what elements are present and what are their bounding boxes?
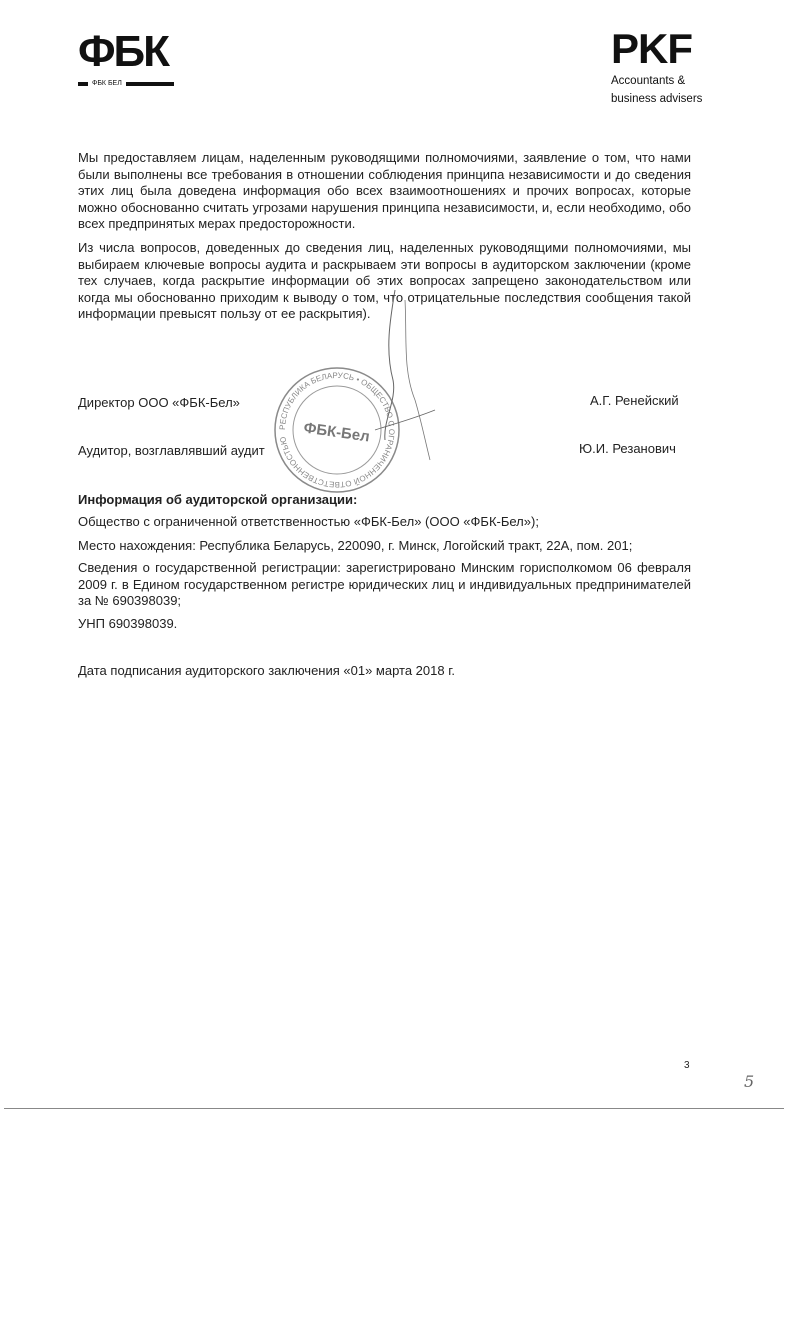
director-title: Директор ООО «ФБК-Бел»: [78, 395, 240, 410]
pkf-logo: [611, 25, 703, 106]
auditor-title: Аудитор, возглавлявший аудит: [78, 443, 265, 458]
org-info-registration: Сведения о государственной регистрации: зарегистрировано Минским горисполкомом 06 февраля 2009 г. в Едином государственном регистре юридических лиц и индивидуальных предпринимателей за № 690398039;: [78, 560, 691, 608]
org-info-heading: Информация об аудиторской организации:: [78, 492, 358, 507]
fbk-logo-subline: [78, 80, 174, 87]
director-name: А.Г. Ренейский: [590, 393, 679, 408]
signing-date: Дата подписания аудиторского заключения «01» марта 2018 г.: [78, 663, 455, 678]
signature-mark: [355, 280, 445, 470]
page-number: 3: [684, 1060, 690, 1071]
logo-bar: [126, 82, 174, 86]
auditor-name: Ю.И. Резанович: [579, 441, 676, 456]
footer-divider: [4, 1108, 784, 1109]
key-matters-paragraph: Из числа вопросов, доведенных до сведения лиц, наделенных руководящими полномочиями, мы выбираем ключевые вопросы аудита и раскрываем эти вопросы в аудиторском заключении (кроме тех случаев, когда раскрытие информации об этих вопросах запрещено законодательством или когда мы обоснованно приходим к выводу о том, что отрицательные последствия сообщения такой информации превысят пользу от ее раскрытия).: [78, 240, 691, 321]
org-info-name: Общество с ограниченной ответственностью «ФБК-Бел» (ООО «ФБК-Бел»);: [78, 514, 539, 529]
fbk-logo: [78, 27, 174, 87]
logo-bar: [78, 82, 88, 86]
org-info-address: Место нахождения: Республика Беларусь, 220090, г. Минск, Логойский тракт, 22А, пом. 201;: [78, 538, 633, 553]
svg-text:РЕСПУБЛИКА БЕЛАРУСЬ • ОБЩЕСТВО: РЕСПУБЛИКА БЕЛАРУСЬ • ОБЩЕСТВО С ОГРАНИЧЕННОЙ ОТВЕТСТВЕННОСТЬЮ: [277, 370, 397, 490]
org-info-unp: УНП 690398039.: [78, 616, 178, 631]
fbk-logo-subtext: ФБК БЕЛ: [92, 80, 122, 87]
fbk-logo-mark: ФБК: [78, 27, 169, 76]
handwritten-page-mark: 5: [744, 1072, 755, 1091]
pkf-tagline-2: business advisers: [611, 93, 703, 105]
pkf-tagline-1: Accountants &: [611, 75, 686, 87]
seal-center-text: ФБК-Бел: [302, 419, 371, 446]
independence-paragraph: Мы предоставляем лицам, наделенным руководящими полномочиями, заявление о том, что нами были выполнены все требования в отношении соблюдения принципа независимости и до сведения этих лиц была доведена информация обо всех взаимоотношениях и прочих вопросах, которые можно обоснованно считать угрозами нарушения принципа независимости, и, если необходимо, обо всех предпринятых мерах предосторожности.: [78, 150, 691, 231]
pkf-logo-mark: PKF: [611, 25, 692, 72]
